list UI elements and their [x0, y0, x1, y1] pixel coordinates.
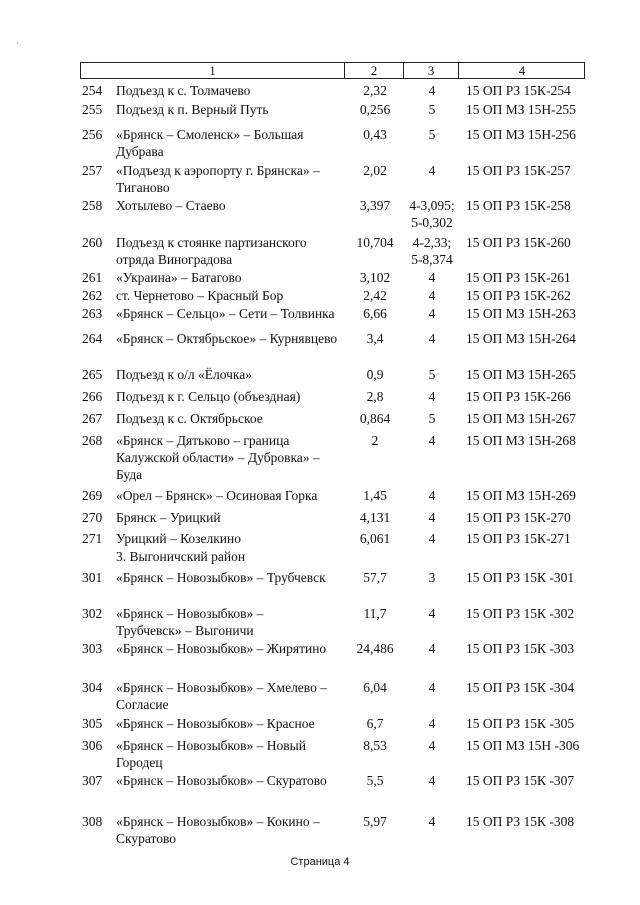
- road-length: 6,04: [363, 680, 387, 695]
- road-category: 4: [428, 288, 436, 303]
- road-category: 4: [428, 814, 436, 829]
- header-col-3: 3: [427, 63, 435, 78]
- road-name: «Орел – Брянск» – Осиновая Горка: [116, 488, 318, 503]
- row-number: 262: [82, 288, 103, 303]
- road-category: 4-3,095; 5-0,302: [409, 198, 455, 230]
- road-code: 15 ОП РЗ 15К-270: [466, 510, 571, 525]
- road-name: Подъезд к г. Сельцо (объездная): [116, 389, 301, 404]
- road-length: 0,864: [359, 411, 391, 426]
- road-name: «Брянск – Новозыбков» – Кокино – Скуратово: [116, 814, 320, 846]
- row-number: 271: [82, 531, 103, 546]
- road-code: 15 ОП РЗ 15К-261: [466, 270, 571, 285]
- road-category: 4: [428, 163, 436, 178]
- road-length: 3,4: [366, 331, 384, 346]
- road-code: 15 ОП РЗ 15К -304: [466, 680, 575, 695]
- road-name: «Подъезд к аэропорту г. Брянска» – Тиганово: [116, 163, 320, 195]
- road-code: 15 ОП РЗ 15К -303: [466, 641, 575, 656]
- road-name: Брянск – Урицкий: [116, 510, 221, 525]
- road-name: «Брянск – Новозыбков» – Скуратово: [116, 773, 327, 788]
- road-length: 2: [371, 433, 379, 448]
- road-name: «Брянск – Сельцо» – Сети – Толвинка: [116, 306, 335, 321]
- row-number: 264: [82, 331, 103, 346]
- road-code: 15 ОП МЗ 15Н-264: [466, 331, 576, 346]
- row-number: 270: [82, 510, 103, 525]
- table-header: [80, 62, 585, 79]
- road-code: 15 ОП МЗ 15Н-267: [466, 411, 576, 426]
- road-length: 3,102: [359, 270, 391, 285]
- road-category: 5: [428, 102, 436, 117]
- road-category: 4-2,33; 5-8,374: [411, 235, 453, 267]
- road-code: 15 ОП РЗ 15К-260: [466, 235, 571, 250]
- row-number: 306: [82, 738, 103, 753]
- road-length: 5,5: [366, 773, 384, 788]
- header-col-1: 1: [209, 63, 216, 78]
- row-number: 260: [82, 235, 103, 250]
- road-name: «Брянск – Новозыбков» – Новый Городец: [116, 738, 306, 770]
- road-name: Подъезд к с. Октябрьское: [116, 411, 263, 426]
- road-length: 2,02: [363, 163, 387, 178]
- road-length: 8,53: [363, 738, 387, 753]
- road-length: 4,131: [359, 510, 391, 525]
- road-code: 15 ОП РЗ 15К -305: [466, 716, 575, 731]
- road-length: 10,704: [356, 235, 394, 250]
- road-length: 6,66: [363, 306, 387, 321]
- road-name: «Украина» – Батагово: [116, 270, 242, 285]
- header-col-2: 2: [370, 63, 378, 78]
- road-code: 15 ОП РЗ 15К-271: [466, 531, 571, 546]
- row-number: 266: [82, 389, 103, 404]
- header-col-4: 4: [518, 63, 526, 78]
- road-category: 3: [428, 570, 436, 585]
- row-number: 308: [82, 814, 103, 829]
- road-name: Хотылево – Стаево: [116, 198, 226, 213]
- road-category: 5: [428, 367, 436, 382]
- road-category: 4: [428, 488, 436, 503]
- road-length: 2,42: [363, 288, 387, 303]
- road-code: 15 ОП МЗ 15Н-269: [466, 488, 576, 503]
- road-category: 4: [428, 510, 436, 525]
- road-category: 5: [428, 411, 436, 426]
- row-number: 305: [82, 716, 103, 731]
- road-category: 4: [428, 680, 436, 695]
- road-code: 15 ОП РЗ 15К-258: [466, 198, 571, 213]
- road-name: «Брянск – Новозыбков» – Трубчевск» – Выгоничи: [116, 606, 264, 638]
- road-code: 15 ОП МЗ 15Н-268: [466, 433, 576, 448]
- row-number: 302: [82, 606, 103, 621]
- road-name: Подъезд к стоянке партизанского отряда Виноградова: [116, 235, 307, 267]
- road-name: «Брянск – Новозыбков» – Хмелево – Согласие: [116, 680, 327, 712]
- road-code: 15 ОП МЗ 15Н-263: [466, 306, 576, 321]
- row-number: 265: [82, 367, 103, 382]
- road-name: Урицкий – Козелкино: [116, 531, 241, 546]
- row-number: 261: [82, 270, 103, 285]
- road-code: 15 ОП РЗ 15К -301: [466, 570, 575, 585]
- road-code: 15 ОП МЗ 15Н-265: [466, 367, 576, 382]
- road-name: Подъезд к с. Толмачево: [116, 83, 251, 98]
- road-code: 15 ОП РЗ 15К-262: [466, 288, 571, 303]
- road-code: 15 ОП РЗ 15К-254: [466, 83, 571, 98]
- road-code: 15 ОП МЗ 15Н -306: [466, 738, 580, 753]
- road-length: 6,061: [359, 531, 391, 546]
- road-name: Подъезд к о/л «Ёлочка»: [116, 367, 253, 382]
- road-code: 15 ОП МЗ 15Н-256: [466, 127, 576, 142]
- road-length: 0,43: [363, 127, 387, 142]
- road-name: «Брянск – Октябрьское» – Курнявцево: [116, 331, 338, 346]
- road-name: Подъезд к п. Верный Путь: [116, 102, 269, 117]
- road-code: 15 ОП МЗ 15Н-255: [466, 102, 576, 117]
- road-code: 15 ОП РЗ 15К -307: [466, 773, 575, 788]
- road-length: 57,7: [363, 570, 387, 585]
- road-code: 15 ОП РЗ 15К-257: [466, 163, 571, 178]
- road-length: 5,97: [363, 814, 387, 829]
- district-heading: 3. Выгоничский район: [116, 549, 246, 564]
- road-category: 4: [428, 606, 436, 621]
- road-length: 0,9: [366, 367, 384, 382]
- row-number: 258: [82, 198, 103, 213]
- road-category: 4: [428, 738, 436, 753]
- row-number: 304: [82, 680, 103, 695]
- road-length: 6,7: [366, 716, 384, 731]
- road-name: «Брянск – Новозыбков» – Красное: [116, 716, 315, 731]
- row-number: 303: [82, 641, 103, 656]
- row-number: 269: [82, 488, 103, 503]
- road-length: 11,7: [363, 606, 387, 621]
- road-length: 24,486: [356, 641, 394, 656]
- row-number: 254: [82, 83, 103, 98]
- row-number: 267: [82, 411, 103, 426]
- scan-mark: ·: [16, 38, 19, 48]
- road-length: 0,256: [359, 102, 391, 117]
- road-category: 5: [428, 127, 436, 142]
- road-length: 3,397: [359, 198, 391, 213]
- road-category: 4: [428, 641, 436, 656]
- road-length: 2,8: [366, 389, 384, 404]
- row-number: 263: [82, 306, 103, 321]
- road-category: 4: [428, 331, 436, 346]
- row-number: 307: [82, 773, 103, 788]
- road-category: 4: [428, 83, 436, 98]
- row-number: 257: [82, 163, 103, 178]
- road-category: 4: [428, 773, 436, 788]
- road-category: 4: [428, 433, 436, 448]
- row-number: 268: [82, 433, 103, 448]
- road-category: 4: [428, 716, 436, 731]
- road-category: 4: [428, 531, 436, 546]
- road-code: 15 ОП РЗ 15К -308: [466, 814, 575, 829]
- road-name: «Брянск – Дятьково – граница Калужской области» – Дубровка» – Буда: [116, 433, 320, 482]
- road-code: 15 ОП РЗ 15К -302: [466, 606, 575, 621]
- road-category: 4: [428, 270, 436, 285]
- road-name: ст. Чернетово – Красный Бор: [116, 288, 284, 303]
- road-name: «Брянск – Новозыбков» – Жирятино: [116, 641, 327, 656]
- road-code: 15 ОП РЗ 15К-266: [466, 389, 571, 404]
- road-length: 2,32: [363, 83, 387, 98]
- row-number: 301: [82, 570, 103, 585]
- row-number: 256: [82, 127, 103, 142]
- road-category: 4: [428, 306, 436, 321]
- road-name: «Брянск – Новозыбков» – Трубчевск: [116, 570, 326, 585]
- row-number: 255: [82, 102, 103, 117]
- road-name: «Брянск – Смоленск» – Большая Дубрава: [116, 127, 304, 159]
- road-category: 4: [428, 389, 436, 404]
- page-footer: Страница 4: [290, 856, 350, 868]
- road-length: 1,45: [363, 488, 387, 503]
